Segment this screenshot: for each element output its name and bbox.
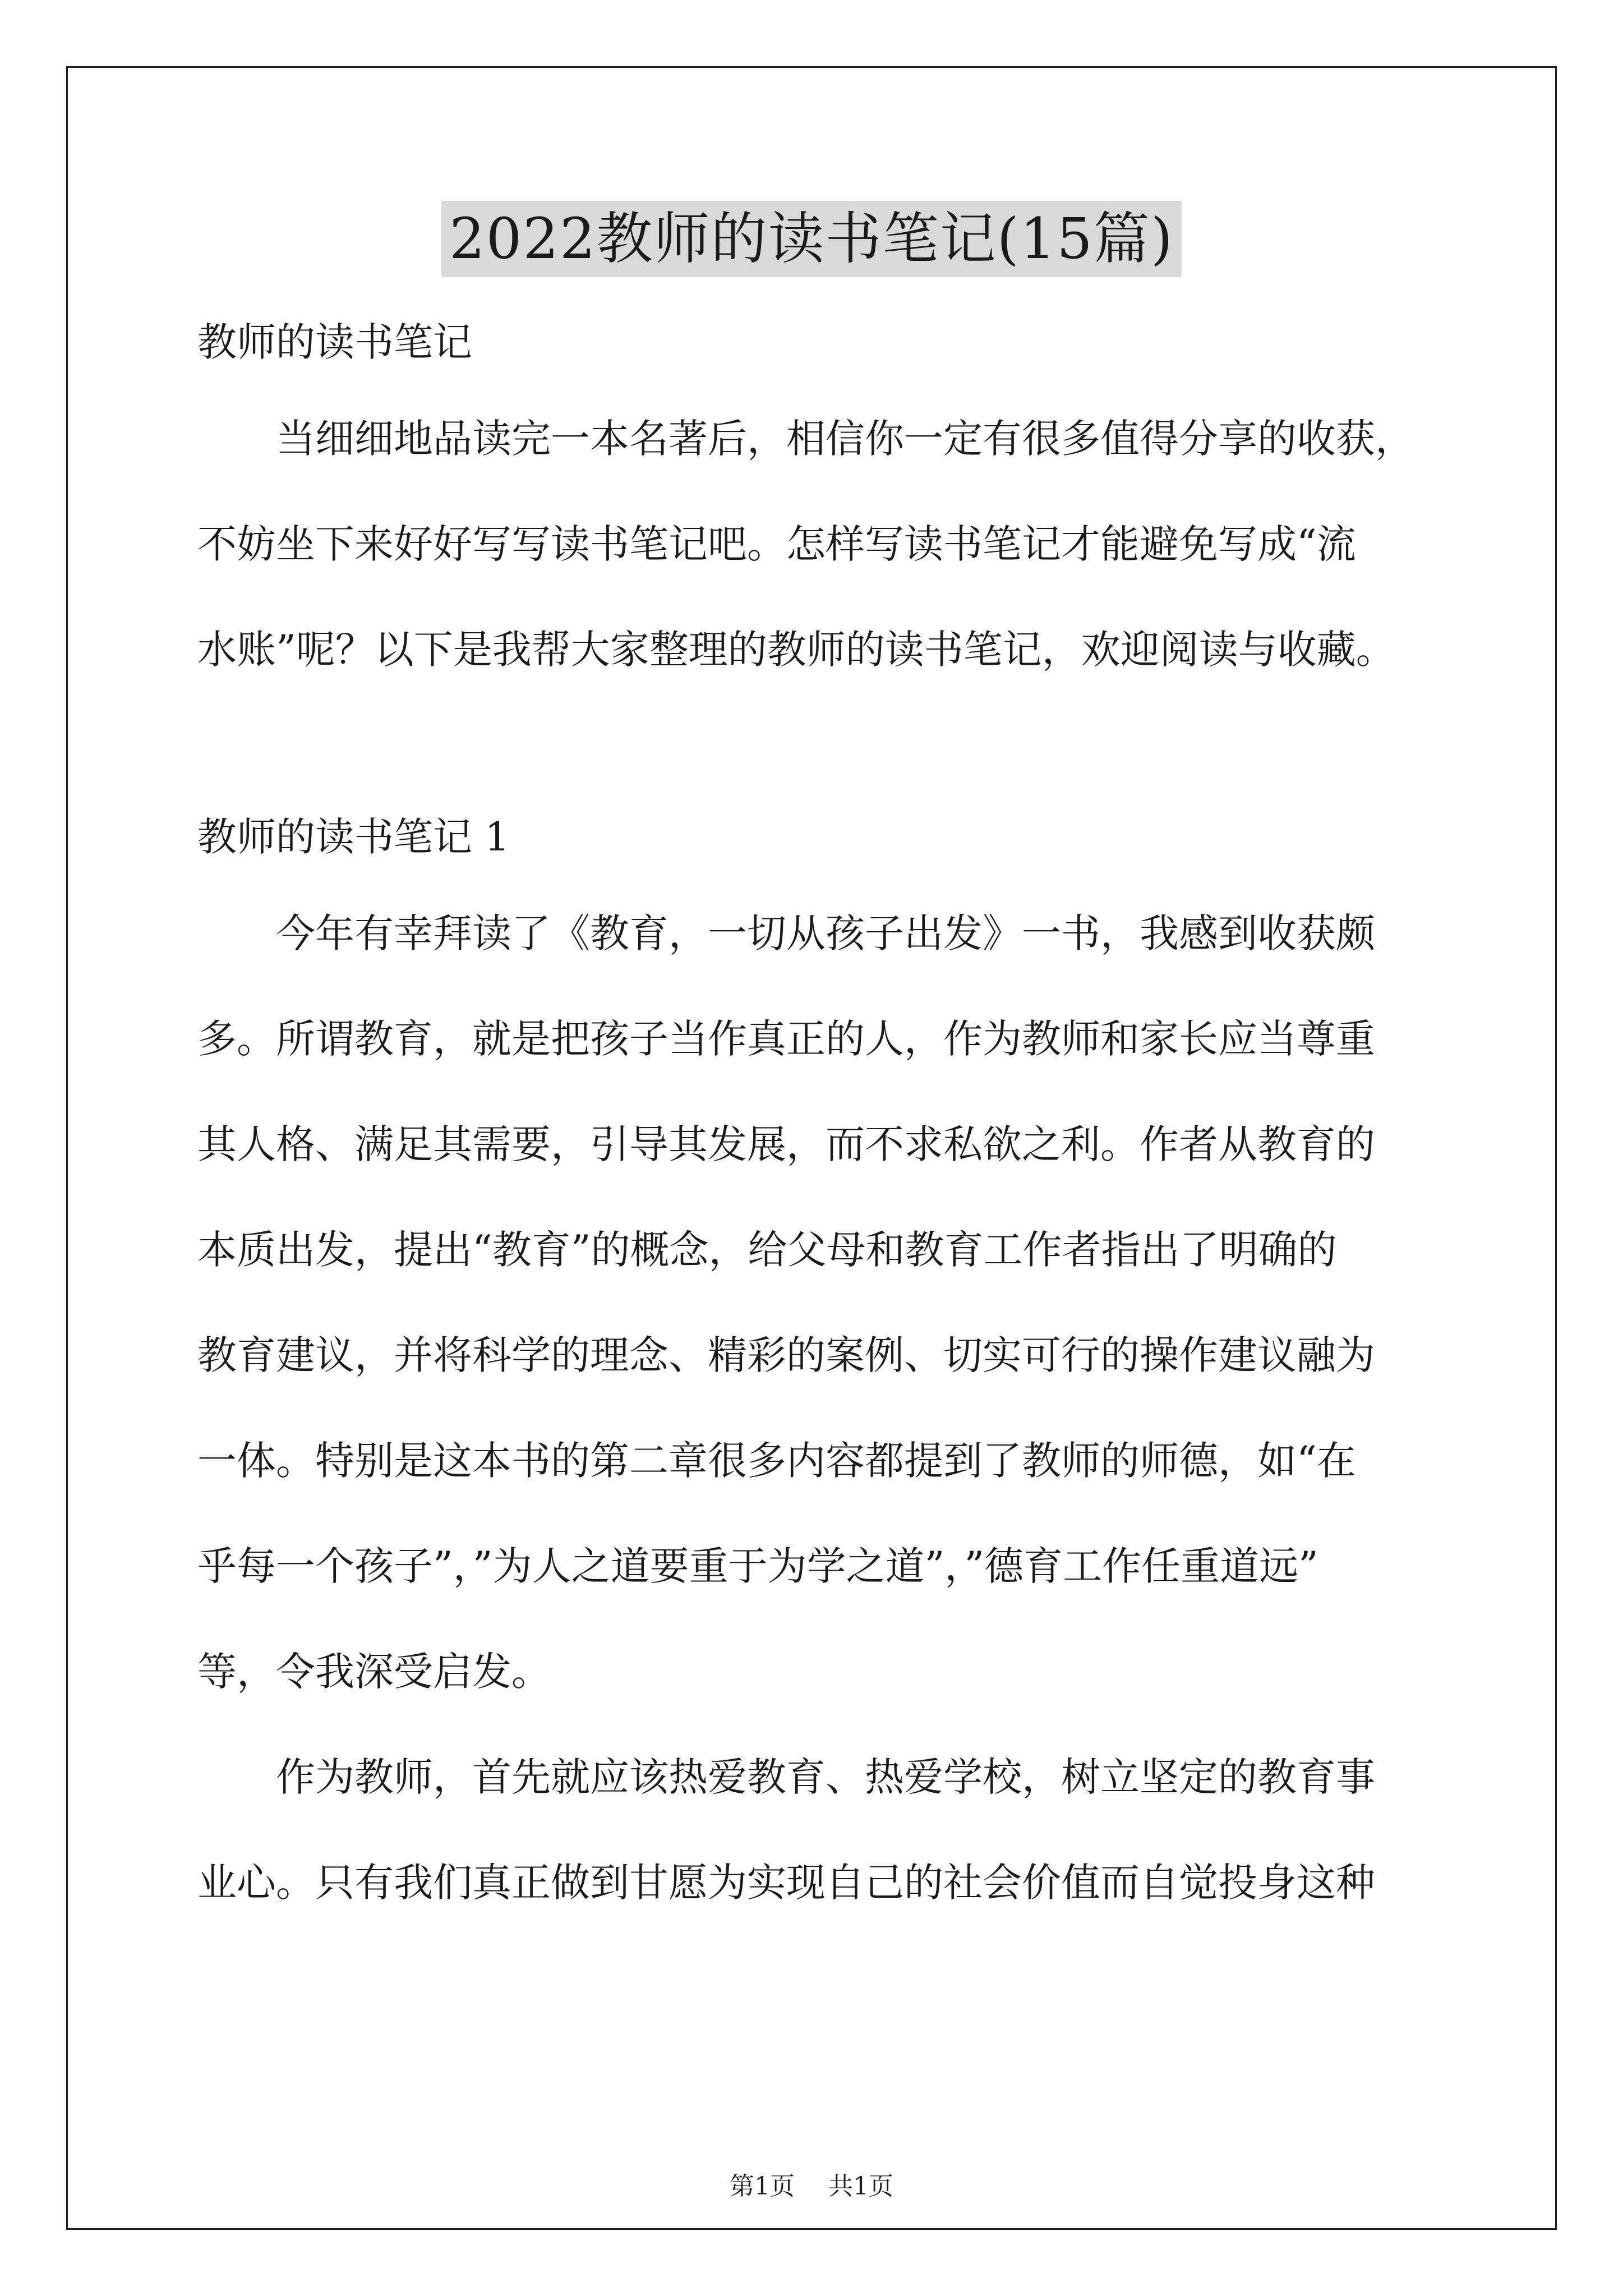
paragraph-line: 乎每一个孩子”，”为人之道要重于为学之道”，”德育工作任重道远” [197,1543,1318,1589]
paragraph-line: 作为教师，首先就应该热爱教育、热爱学校，树立坚定的教育事 [276,1754,1375,1800]
paragraph-line: 当细细地品读完一本名著后，相信你一定有很多值得分享的收获， [276,416,1414,462]
paragraph-line: 多。所谓教育，就是把孩子当作真正的人，作为教师和家长应当尊重 [197,1016,1375,1062]
paragraph-line: 本质出发，提出“教育”的概念，给父母和教育工作者指出了明确的 [197,1227,1337,1273]
page-total: 共1页 [828,2172,893,2201]
paragraph [197,881,1454,1724]
paragraph-line: 今年有幸拜读了《教育，一切从孩子出发》一书，我感到收获颇 [276,910,1375,956]
paragraph [197,1724,1454,1935]
section-heading: 教师的读书笔记 [197,319,472,365]
paragraph-line: 不妨坐下来好好写写读书笔记吧。怎样写读书笔记才能避免写成“流 [197,521,1356,567]
page-footer [0,2170,1623,2203]
section-heading: 教师的读书笔记 1 [197,814,510,860]
paragraph-line: 水账”呢？以下是我帮大家整理的教师的读书笔记，欢迎阅读与收藏。 [197,627,1395,673]
paragraph-line: 一体。特别是这本书的第二章很多内容都提到了教师的师德，如“在 [197,1438,1356,1484]
paragraph-line: 教育建议，并将科学的理念、精彩的案例、切实可行的操作建议融为 [197,1332,1375,1378]
page-number: 第1页 [730,2172,795,2201]
document-title: 2022教师的读书笔记(15篇) [441,201,1182,277]
paragraph-line: 等，令我深受启发。 [197,1649,551,1695]
document-body [197,314,1454,1935]
paragraph [197,386,1454,702]
paragraph-line: 业心。只有我们真正做到甘愿为实现自己的社会价值而自觉投身这种 [197,1860,1375,1906]
title-container [0,201,1623,277]
paragraph-line: 其人格、满足其需要，引导其发展，而不求私欲之利。作者从教育的 [197,1121,1375,1167]
